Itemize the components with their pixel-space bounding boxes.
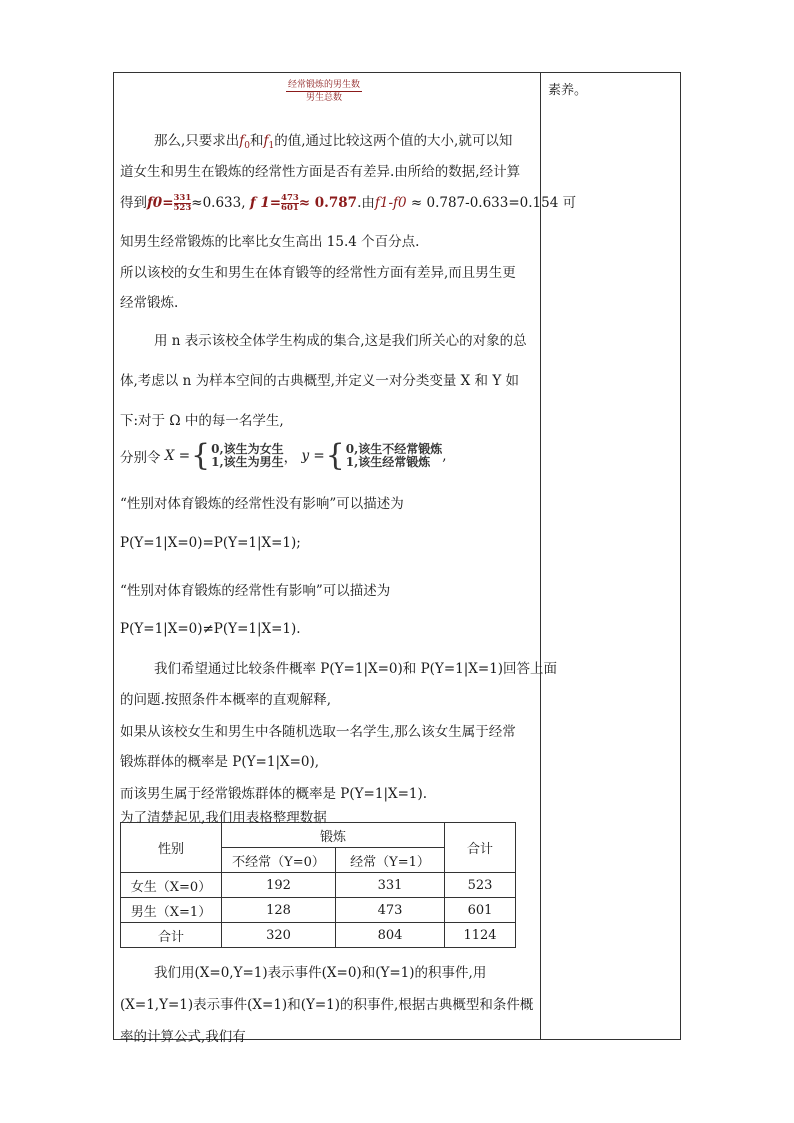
column-divider <box>540 73 541 1039</box>
paragraph-line: 所以该校的女生和男生在体育锻等的经常性方面有差异,而且男生更 <box>120 265 516 281</box>
header-fraction-denominator: 男生总数 <box>305 93 342 103</box>
paragraph-line: 的问题.按照条件本概率的直观解释, <box>120 692 332 708</box>
paragraph-line: 而该男生属于经常锻炼群体的概率是 P(Y=1|X=1). <box>120 786 428 802</box>
table-row: 女生（X=0） 192 331 523 <box>121 873 516 898</box>
table-row: 男生（X=1） 128 473 601 <box>121 898 516 923</box>
header-often: 经常（Y=1） <box>336 848 445 873</box>
header-fraction-numerator: 经常锻炼的男生数 <box>287 80 360 90</box>
side-note: 素养。 <box>548 83 588 98</box>
paragraph-line: 体,考虑以 n 为样本空间的古典概型,并定义一对分类变量 X 和 Y 如 <box>120 373 520 389</box>
equation-line: P(Y=1|X=0)=P(Y=1|X=1); <box>120 535 301 551</box>
paragraph-line: 为了清楚起见,我们用表格整理数据 <box>120 810 327 826</box>
header-gender: 性别 <box>121 823 222 873</box>
header-fraction <box>282 79 366 104</box>
paragraph-line: 用 n 表示该校全体学生构成的集合,这是我们所关心的对象的总 <box>154 333 527 349</box>
paragraph-line: 道女生和男生在锻炼的经常性方面是否有差异.由所给的数据,经计算 <box>120 164 521 180</box>
paragraph-line: 我们用(X=0,Y=1)表示事件(X=0)和(Y=1)的积事件,用 <box>154 965 487 981</box>
paragraph-line: 如果从该校女生和男生中各随机选取一名学生,那么该女生属于经常 <box>120 724 516 740</box>
piecewise-definition: 分别令 X ={ 0,该生为女生 1,该生为男生 ， y ={ 0,该生不经常锻炼 1,该生经常锻炼 , <box>120 438 447 473</box>
paragraph-line: 锻炼群体的概率是 P(Y=1|X=0), <box>120 754 320 770</box>
paragraph-line: (X=1,Y=1)表示事件(X=1)和(Y=1)的积事件,根据古典概型和条件概 <box>120 997 534 1013</box>
paragraph-line: “性别对体育锻炼的经常性没有影响”可以描述为 <box>120 496 404 512</box>
equation-line: P(Y=1|X=0)≠P(Y=1|X=1). <box>120 621 301 637</box>
table-row: 合计 320 804 1124 <box>121 923 516 948</box>
contingency-table <box>120 822 516 948</box>
header-exercise: 锻炼 <box>222 823 445 848</box>
paragraph-line: 下:对于 Ω 中的每一名学生, <box>120 413 284 429</box>
formula-line: 得到f0= $\frac{331}{523}$ ≈0.633, f 1= $\frac{473}{601}$ ≈ 0.787.由f1-f0 ≈ 0.787-0.633=0.154 可 <box>120 193 577 213</box>
paragraph-line: 经常锻炼. <box>120 295 179 311</box>
header-not-often: 不经常（Y=0） <box>222 848 336 873</box>
paragraph-line: 率的计算公式,我们有 <box>120 1029 246 1045</box>
paragraph-line: 知男生经常锻炼的比率比女生高出 15.4 个百分点. <box>120 234 420 250</box>
lesson-table <box>113 72 681 1045</box>
paragraph-line: 那么,只要求出$f_0$和$f_1$的值,通过比较这两个值的大小,就可以知 <box>154 133 513 151</box>
paragraph-line: “性别对体育锻炼的经常性有影响”可以描述为 <box>120 583 391 599</box>
header-total: 合计 <box>445 823 516 873</box>
paragraph-line: 我们希望通过比较条件概率 P(Y=1|X=0)和 P(Y=1|X=1)回答上面 <box>154 661 558 677</box>
